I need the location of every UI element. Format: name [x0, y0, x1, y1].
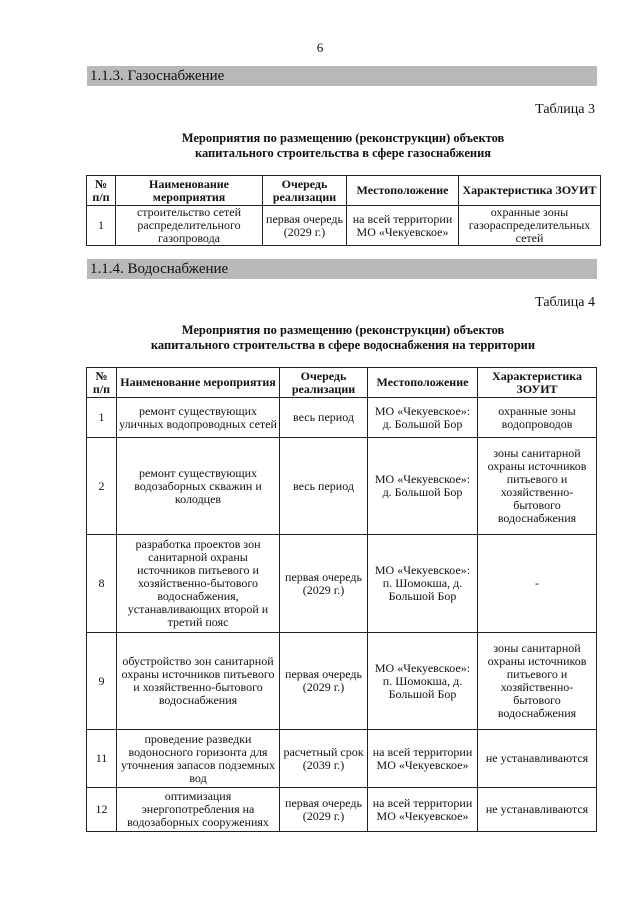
- cell-name: ремонт существующих уличных водопроводных сетей: [117, 398, 280, 438]
- cell-location: МО «Чекуевское»: д. Большой Бор: [368, 398, 478, 438]
- cell-location: на всей территории МО «Чекуевское»: [368, 788, 478, 832]
- gas-measures-table: [86, 175, 601, 246]
- caption-line: капитального строительства в сфере газоснабжения: [194, 146, 492, 160]
- col-header-zouit: Характеристика ЗОУИТ: [478, 368, 597, 398]
- cell-name: ремонт существующих водозаборных скважин и колодцев: [117, 438, 280, 535]
- table-caption-3: [88, 131, 598, 161]
- table-label-3: Таблица 3: [535, 102, 595, 117]
- caption-line: Мероприятия по размещению (реконструкции) объектов: [181, 131, 505, 145]
- cell-stage: весь период: [280, 398, 368, 438]
- table-header-row: [87, 176, 601, 206]
- col-header-location: Местоположение: [347, 176, 459, 206]
- cell-name: разработка проектов зон санитарной охраны источников питьевого и хозяйственно-бытового водоснабжения, устанавливающих второй и третий пояс: [117, 535, 280, 633]
- table-row: [87, 438, 597, 535]
- cell-location: МО «Чекуевское»: п. Шомокша, д. Большой Бор: [368, 633, 478, 730]
- cell-zouit: охранные зоны водопроводов: [478, 398, 597, 438]
- caption-line: Мероприятия по размещению (реконструкции) объектов: [181, 323, 505, 337]
- cell-num: 1: [87, 206, 116, 246]
- cell-zouit: охранные зоны газораспределительных сетей: [459, 206, 601, 246]
- cell-stage: первая очередь (2029 г.): [280, 633, 368, 730]
- cell-stage: первая очередь (2029 г.): [263, 206, 347, 246]
- cell-name: оптимизация энергопотребления на водозаборных сооружениях: [117, 788, 280, 832]
- cell-num: 2: [87, 438, 117, 535]
- caption-line: капитального строительства в сфере водоснабжения на территории: [150, 338, 536, 352]
- cell-num: 9: [87, 633, 117, 730]
- col-header-num: № п/п: [87, 176, 116, 206]
- cell-location: МО «Чекуевское»: д. Большой Бор: [368, 438, 478, 535]
- section-heading-gas: 1.1.3. Газоснабжение: [87, 66, 597, 86]
- cell-num: 12: [87, 788, 117, 832]
- cell-location: МО «Чекуевское»: п. Шомокша, д. Большой Бор: [368, 535, 478, 633]
- cell-location: на всей территории МО «Чекуевское»: [347, 206, 459, 246]
- page-number: 6: [316, 40, 324, 55]
- table-row: [87, 535, 597, 633]
- col-header-location: Местоположение: [368, 368, 478, 398]
- table-row: [87, 398, 597, 438]
- col-header-stage: Очередь реализации: [263, 176, 347, 206]
- col-header-zouit: Характеристика ЗОУИТ: [459, 176, 601, 206]
- table-caption-4: [88, 323, 598, 353]
- col-header-num: № п/п: [87, 368, 117, 398]
- section-heading-water: 1.1.4. Водоснабжение: [87, 259, 597, 279]
- cell-stage: расчетный срок (2039 г.): [280, 730, 368, 788]
- cell-stage: первая очередь (2029 г.): [280, 788, 368, 832]
- cell-name: обустройство зон санитарной охраны источников питьевого и хозяйственно-бытового водоснабжения: [117, 633, 280, 730]
- cell-location: на всей территории МО «Чекуевское»: [368, 730, 478, 788]
- col-header-name: Наименование мероприятия: [116, 176, 263, 206]
- col-header-stage: Очередь реализации: [280, 368, 368, 398]
- cell-num: 11: [87, 730, 117, 788]
- table-row: [87, 730, 597, 788]
- cell-zouit: -: [478, 535, 597, 633]
- table-label-4: Таблица 4: [535, 295, 595, 310]
- cell-num: 1: [87, 398, 117, 438]
- water-measures-table: [86, 367, 597, 832]
- table-row: [87, 206, 601, 246]
- cell-zouit: не устанавливаются: [478, 788, 597, 832]
- cell-name: проведение разведки водоносного горизонта для уточнения запасов подземных вод: [117, 730, 280, 788]
- table-row: [87, 788, 597, 832]
- cell-num: 8: [87, 535, 117, 633]
- cell-zouit: зоны санитарной охраны источников питьевого и хозяйственно-бытового водоснабжения: [478, 633, 597, 730]
- cell-stage: первая очередь (2029 г.): [280, 535, 368, 633]
- table-header-row: [87, 368, 597, 398]
- col-header-name: Наименование мероприятия: [117, 368, 280, 398]
- cell-zouit: не устанавливаются: [478, 730, 597, 788]
- cell-stage: весь период: [280, 438, 368, 535]
- table-row: [87, 633, 597, 730]
- cell-name: строительство сетей распределительного газопровода: [116, 206, 263, 246]
- cell-zouit: зоны санитарной охраны источников питьевого и хозяйственно-бытового водоснабжения: [478, 438, 597, 535]
